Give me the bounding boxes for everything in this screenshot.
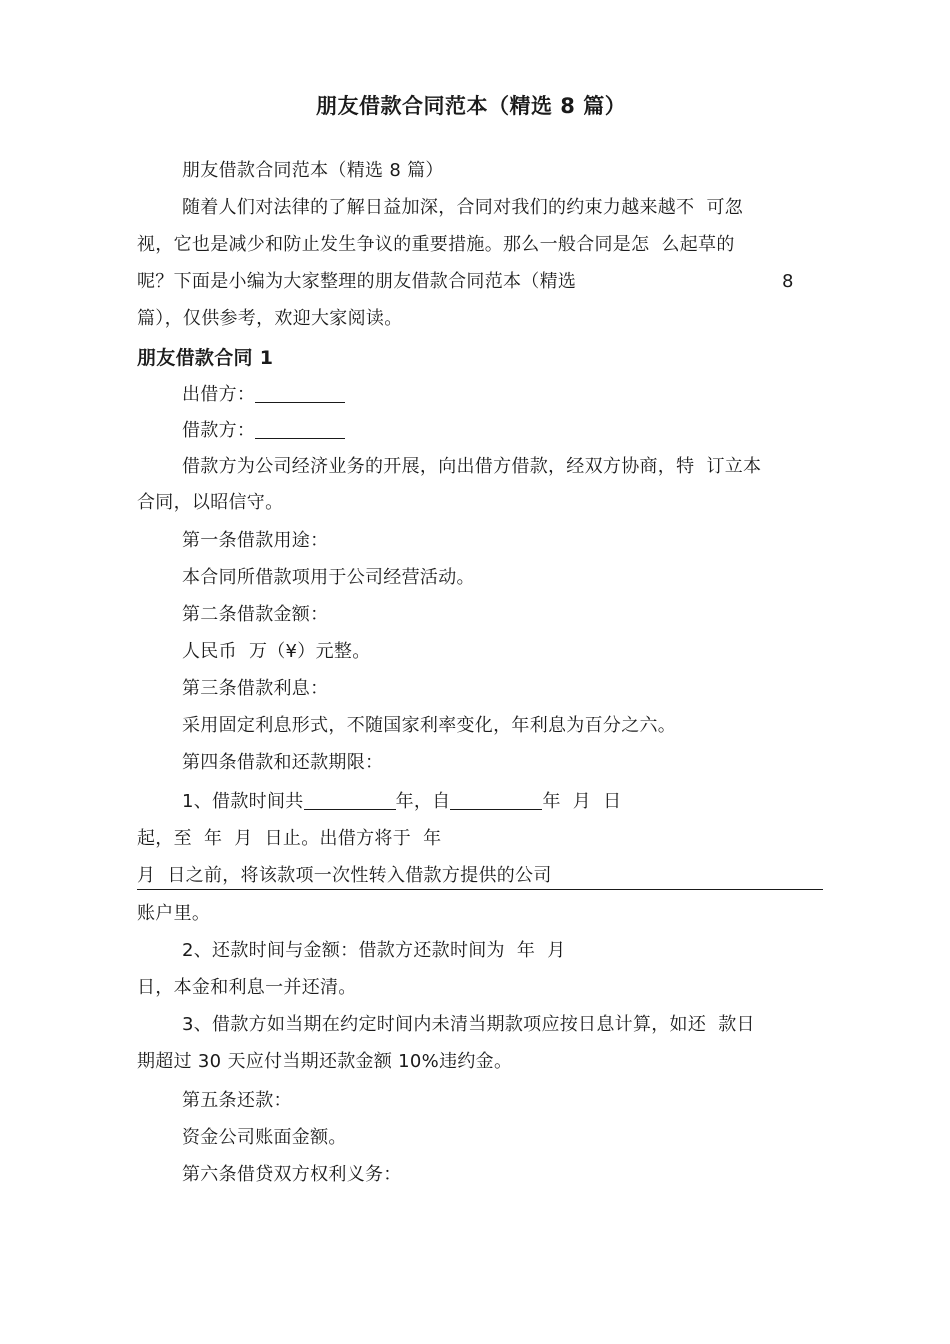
purpose-line-2: 合同，以昭信守。	[137, 492, 284, 513]
item-1-text-b: 年，自	[395, 791, 451, 812]
intro-line-4: 篇），仅供参考，欢迎大家阅读。	[137, 308, 403, 329]
borrower-line	[182, 419, 345, 443]
borrower-blank	[255, 420, 345, 439]
article-4-item-3-line-1: 3、借款方如当期在约定时间内未清当期款项应按日息计算，如还 款日	[182, 1014, 755, 1035]
article-4-item-1-line-3: 月 日之前，将该款项一次性转入借款方提供的公司	[137, 865, 552, 886]
article-3-text: 采用固定利息形式，不随国家利率变化，年利息为百分之六。	[182, 715, 677, 736]
article-1-title: 第一条借款用途：	[182, 530, 329, 551]
article-4-item-2-line-1: 2、还款时间与金额：借款方还款时间为 年 月	[182, 940, 566, 961]
intro-line-3-number: 8	[782, 271, 794, 292]
article-3-title: 第三条借款利息：	[182, 678, 329, 699]
lender-line	[182, 383, 345, 407]
borrower-label: 借款方：	[182, 420, 256, 441]
intro-line-3: 呢？下面是小编为大家整理的朋友借款合同范本（精选	[137, 271, 577, 292]
intro-line-1: 随着人们对法律的了解日益加深，合同对我们的约束力越来越不 可忽	[182, 197, 744, 218]
article-4-item-1-line-4: 账户里。	[137, 903, 211, 924]
section-heading: 朋友借款合同 1	[137, 347, 274, 369]
item-1-text-a: 1、借款时间共	[182, 791, 304, 812]
article-4-title: 第四条借款和还款期限：	[182, 752, 384, 773]
lender-label: 出借方：	[182, 384, 256, 405]
article-2-title: 第二条借款金额：	[182, 604, 329, 625]
start-date-blank	[450, 791, 542, 810]
underline-rule	[137, 889, 823, 890]
lender-blank	[255, 384, 345, 403]
intro-line-2: 视，它也是减少和防止发生争议的重要措施。那么一般合同是怎 么起草的	[137, 234, 735, 255]
article-5-title: 第五条还款：	[182, 1090, 292, 1111]
article-2-text: 人民币 万（¥）元整。	[182, 641, 371, 662]
article-4-item-1-line-2: 起，至 年 月 日止。出借方将于 年	[137, 828, 442, 849]
article-1-text: 本合同所借款项用于公司经营活动。	[182, 567, 475, 588]
article-4-item-1-line-1	[182, 790, 621, 814]
article-4-item-3-line-2: 期超过 30 天应付当期还款金额 10%违约金。	[137, 1051, 513, 1072]
years-blank	[304, 791, 396, 810]
article-6-title: 第六条借贷双方权利义务：	[182, 1164, 402, 1185]
document-title: 朋友借款合同范本（精选 8 篇）	[316, 94, 627, 118]
item-1-text-c: 年 月 日	[542, 791, 622, 812]
article-5-text: 资金公司账面金额。	[182, 1127, 347, 1148]
document-subtitle: 朋友借款合同范本（精选 8 篇）	[182, 160, 444, 181]
article-4-item-2-line-2: 日，本金和利息一并还清。	[137, 977, 357, 998]
purpose-line-1: 借款方为公司经济业务的开展，向出借方借款，经双方协商，特 订立本	[182, 456, 762, 477]
